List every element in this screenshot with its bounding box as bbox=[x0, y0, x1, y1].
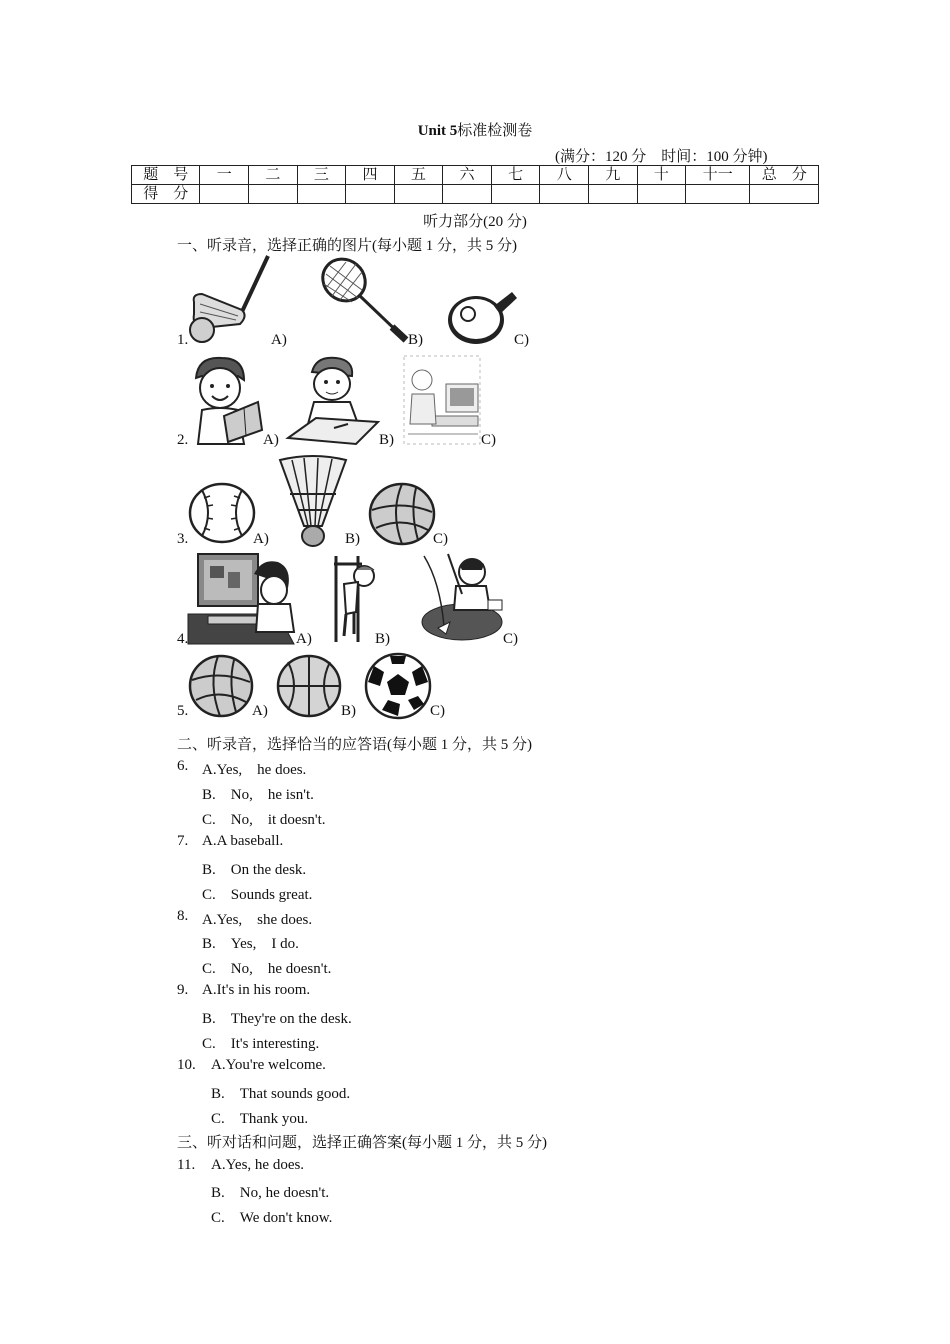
q6-option-a[interactable]: A.Yes, he does. bbox=[202, 762, 307, 778]
score-blank[interactable] bbox=[394, 185, 443, 204]
q6-option-c[interactable]: C. No, it doesn't. bbox=[202, 812, 326, 828]
boy-exercise-bar-icon bbox=[328, 552, 378, 644]
boy-computer-icon bbox=[402, 354, 482, 446]
basketball-icon bbox=[276, 654, 342, 718]
q4-option-b[interactable]: B) bbox=[375, 631, 390, 647]
q11-number: 11. bbox=[177, 1157, 196, 1173]
q1-option-a[interactable]: A) bbox=[271, 332, 287, 348]
q11-option-a[interactable]: A.Yes, he does. bbox=[211, 1157, 305, 1173]
score-cell: 总 分 bbox=[750, 166, 819, 185]
q1-option-c[interactable]: C) bbox=[514, 332, 529, 348]
q7-number: 7. bbox=[177, 833, 189, 849]
score-blank[interactable] bbox=[200, 185, 249, 204]
boy-fishing-icon bbox=[420, 552, 504, 642]
q7-option-b[interactable]: B. On the desk. bbox=[202, 862, 307, 878]
boy-computer-game-icon bbox=[188, 552, 298, 644]
q7-option-a[interactable]: A.A baseball. bbox=[202, 833, 284, 849]
q1-number: 1. bbox=[177, 332, 189, 348]
score-blank[interactable] bbox=[297, 185, 346, 204]
listening-part-header: 听力部分(20 分) bbox=[423, 214, 527, 230]
section2-heading: 二、听录音，选择恰当的应答语(每小题 1 分，共 5 分) bbox=[177, 737, 532, 753]
score-table-header-row bbox=[132, 166, 819, 185]
score-cell: 十一 bbox=[686, 166, 750, 185]
score-cell: 三 bbox=[297, 166, 346, 185]
score-cell: 五 bbox=[394, 166, 443, 185]
score-blank[interactable] bbox=[750, 185, 819, 204]
score-cell: 四 bbox=[346, 166, 395, 185]
q4-option-a[interactable]: A) bbox=[296, 631, 312, 647]
score-cell: 九 bbox=[588, 166, 637, 185]
score-blank[interactable] bbox=[540, 185, 589, 204]
soccer-ball-icon bbox=[364, 652, 432, 720]
score-blank[interactable] bbox=[686, 185, 750, 204]
q5-option-b[interactable]: B) bbox=[341, 703, 356, 719]
q8-option-c[interactable]: C. No, he doesn't. bbox=[202, 961, 332, 977]
q8-option-a[interactable]: A.Yes, she does. bbox=[202, 912, 313, 928]
score-cell: 七 bbox=[491, 166, 540, 185]
q6-number: 6. bbox=[177, 758, 189, 774]
score-cell: 题 号 bbox=[132, 166, 200, 185]
score-blank[interactable] bbox=[346, 185, 395, 204]
q10-number: 10. bbox=[177, 1057, 196, 1073]
score-cell: 一 bbox=[200, 166, 249, 185]
q5-option-c[interactable]: C) bbox=[430, 703, 445, 719]
title-unit: Unit 5 bbox=[417, 123, 458, 139]
baseball-icon bbox=[188, 482, 256, 544]
q3-option-c[interactable]: C) bbox=[433, 531, 448, 547]
score-cell: 八 bbox=[540, 166, 589, 185]
boy-reading-icon bbox=[188, 354, 266, 446]
q4-number: 4. bbox=[177, 631, 189, 647]
q2-option-c[interactable]: C) bbox=[481, 432, 496, 448]
boy-drawing-icon bbox=[286, 354, 380, 446]
score-cell: 二 bbox=[249, 166, 298, 185]
q4-option-c[interactable]: C) bbox=[503, 631, 518, 647]
q9-option-a[interactable]: A.It's in his room. bbox=[202, 982, 311, 998]
q2-option-a[interactable]: A) bbox=[263, 432, 279, 448]
score-cell: 十 bbox=[637, 166, 686, 185]
volleyball-icon bbox=[368, 482, 436, 546]
score-blank[interactable] bbox=[588, 185, 637, 204]
score-cell: 六 bbox=[443, 166, 492, 185]
score-blank[interactable] bbox=[443, 185, 492, 204]
q11-option-b[interactable]: B. No, he doesn't. bbox=[211, 1185, 330, 1201]
q10-option-b[interactable]: B. That sounds good. bbox=[211, 1086, 351, 1102]
volleyball-icon bbox=[188, 654, 254, 718]
q2-option-b[interactable]: B) bbox=[379, 432, 394, 448]
score-blank[interactable] bbox=[637, 185, 686, 204]
q10-option-a[interactable]: A.You're welcome. bbox=[211, 1057, 326, 1073]
q3-option-a[interactable]: A) bbox=[253, 531, 269, 547]
score-table-value-row bbox=[132, 185, 819, 204]
q1-option-b[interactable]: B) bbox=[408, 332, 423, 348]
score-cell: 得 分 bbox=[132, 185, 200, 204]
page-title bbox=[0, 119, 950, 140]
golf-club-icon bbox=[190, 254, 272, 346]
q5-number: 5. bbox=[177, 703, 189, 719]
q8-option-b[interactable]: B. Yes, I do. bbox=[202, 936, 299, 952]
q7-option-c[interactable]: C. Sounds great. bbox=[202, 887, 313, 903]
section1-heading: 一、听录音，选择正确的图片(每小题 1 分，共 5 分) bbox=[177, 238, 517, 254]
q6-option-b[interactable]: B. No, he isn't. bbox=[202, 787, 314, 803]
q8-number: 8. bbox=[177, 908, 189, 924]
title-rest: 标准检测卷 bbox=[457, 123, 533, 139]
q10-option-c[interactable]: C. Thank you. bbox=[211, 1111, 309, 1127]
score-blank[interactable] bbox=[249, 185, 298, 204]
q5-option-a[interactable]: A) bbox=[252, 703, 268, 719]
section3-heading: 三、听对话和问题，选择正确答案(每小题 1 分，共 5 分) bbox=[177, 1135, 547, 1151]
badminton-racket-icon bbox=[318, 256, 410, 344]
q9-option-c[interactable]: C. It's interesting. bbox=[202, 1036, 320, 1052]
q11-option-c[interactable]: C. We don't know. bbox=[211, 1210, 333, 1226]
score-time-info: (满分：120 分 时间：100 分钟) bbox=[555, 149, 768, 165]
score-blank[interactable] bbox=[491, 185, 540, 204]
q3-number: 3. bbox=[177, 531, 189, 547]
q9-number: 9. bbox=[177, 982, 189, 998]
ping-pong-paddle-icon bbox=[446, 288, 518, 348]
q2-number: 2. bbox=[177, 432, 189, 448]
score-table bbox=[131, 165, 819, 204]
shuttlecock-icon bbox=[278, 454, 348, 548]
q3-option-b[interactable]: B) bbox=[345, 531, 360, 547]
q9-option-b[interactable]: B. They're on the desk. bbox=[202, 1011, 352, 1027]
